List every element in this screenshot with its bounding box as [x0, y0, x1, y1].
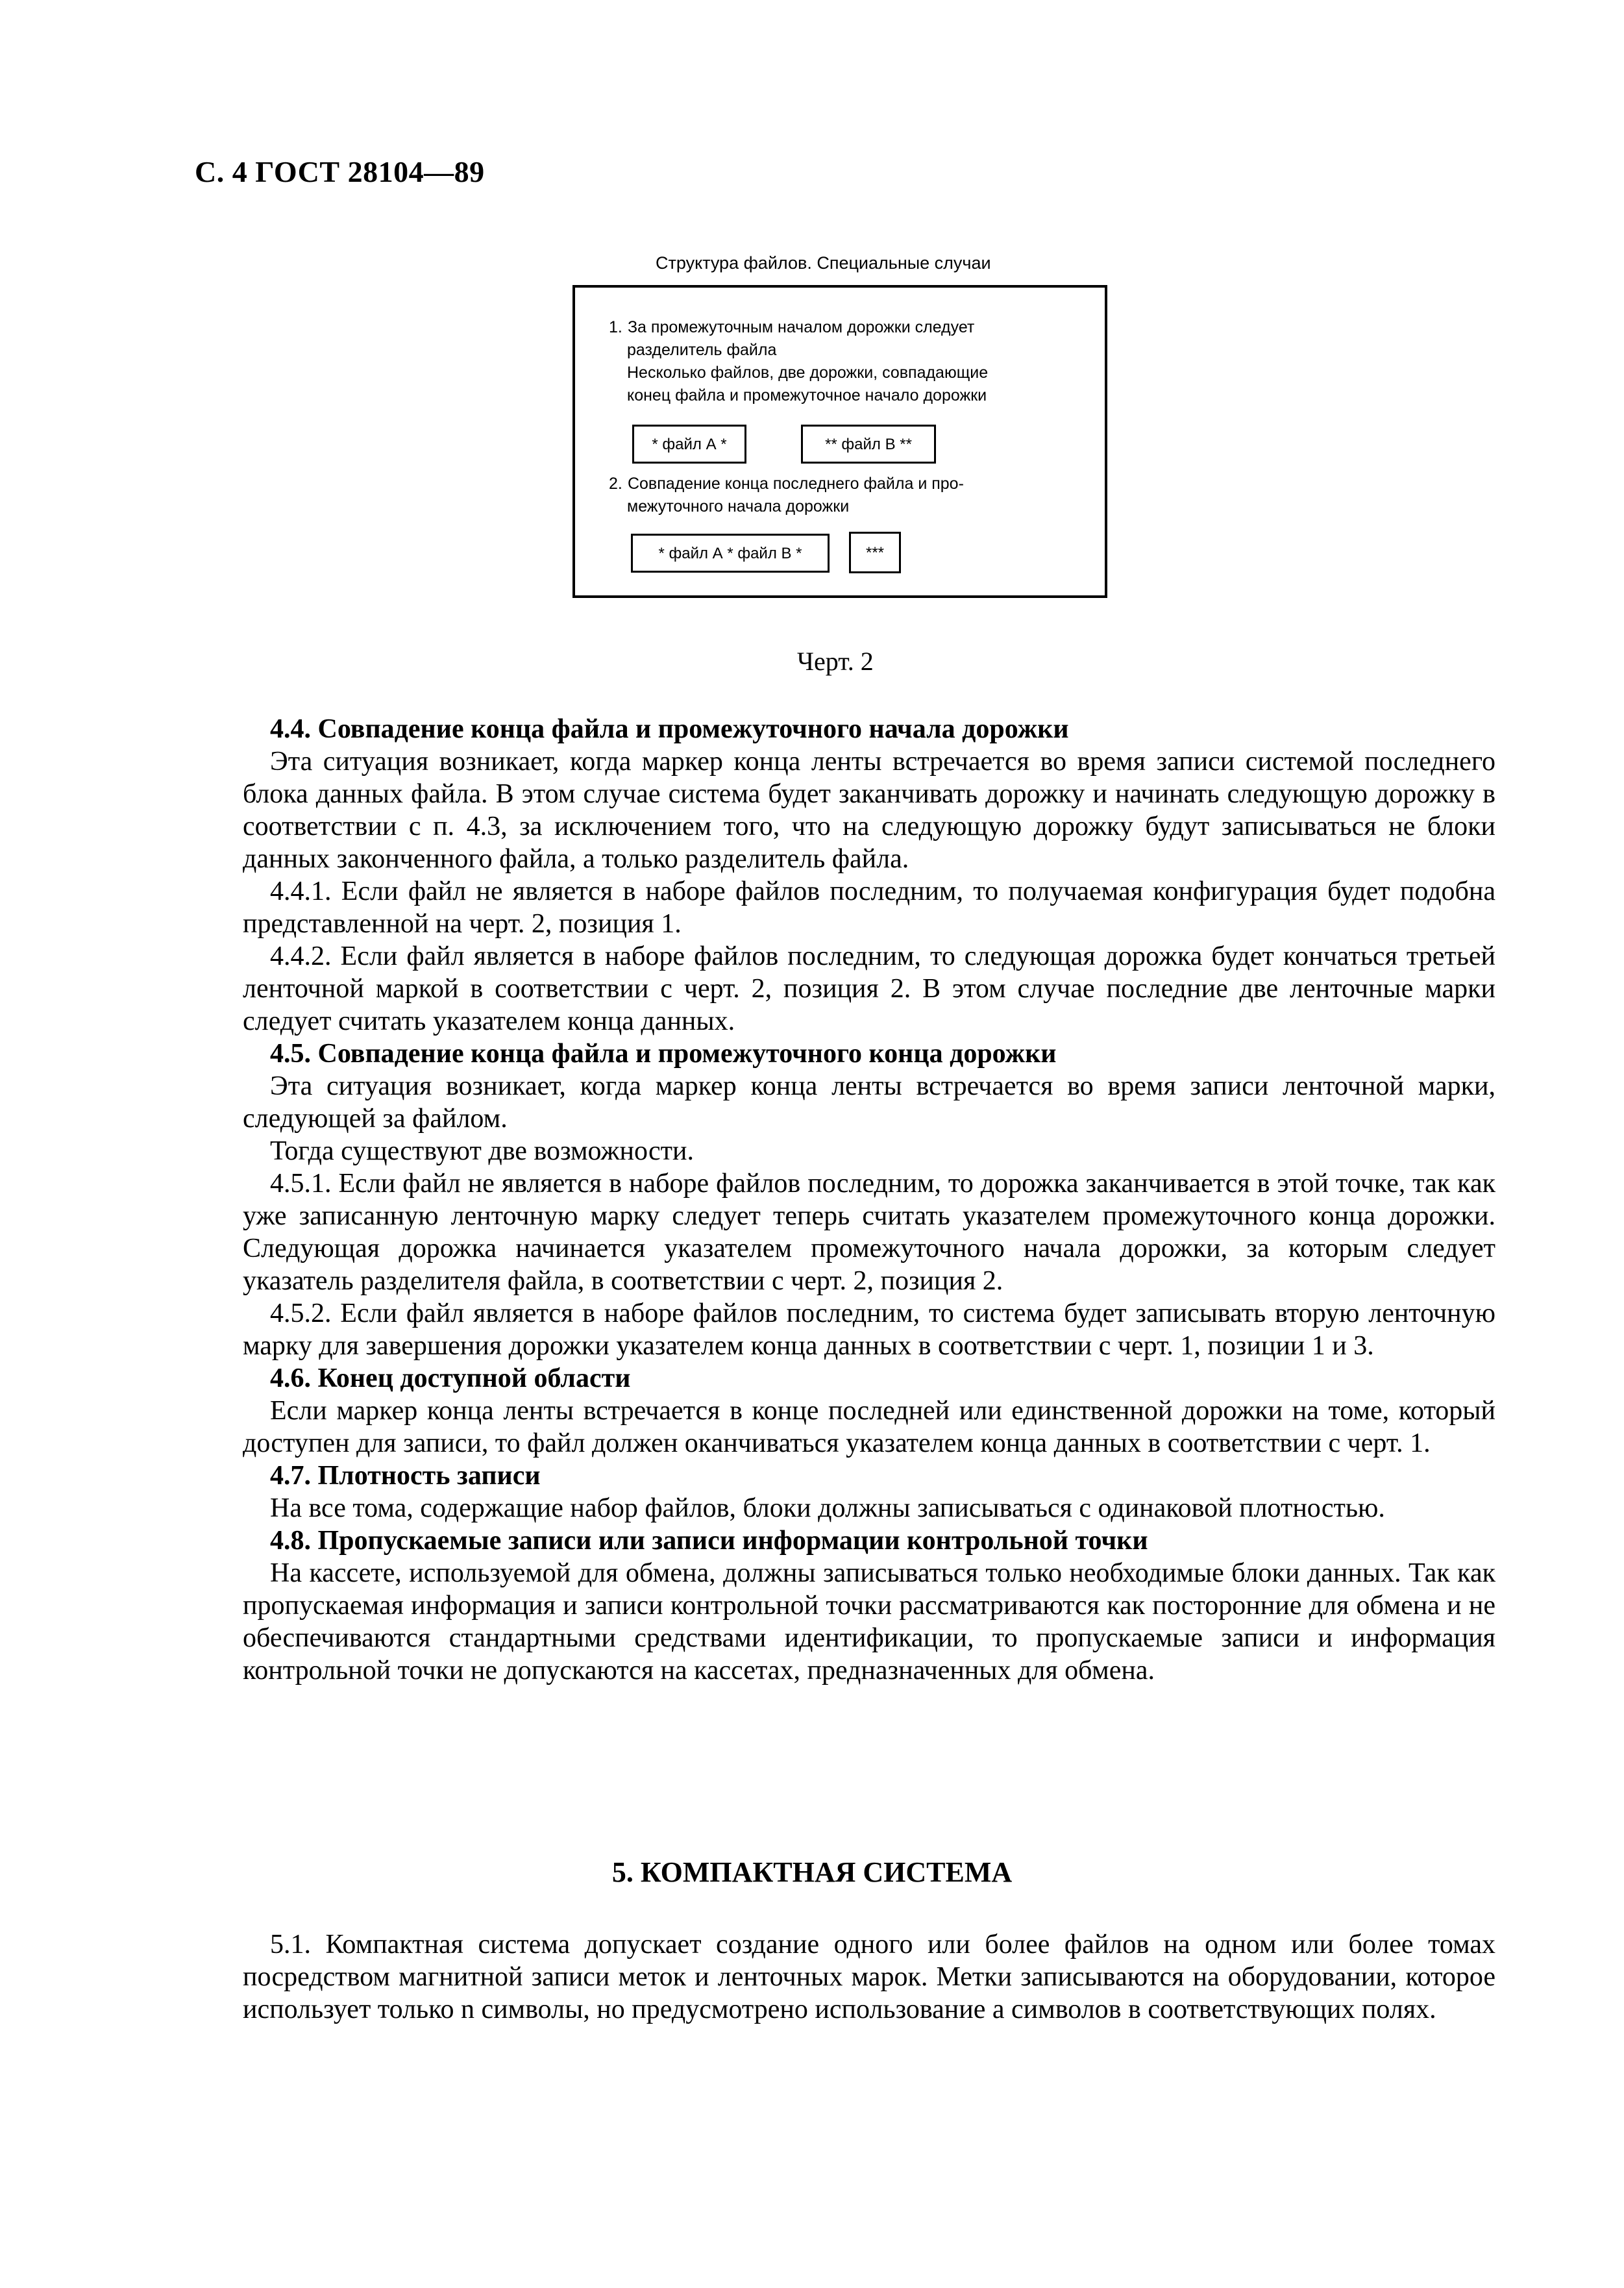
figure-item-1-line3: Несколько файлов, две дорожки, совпадающие [627, 364, 989, 382]
figure-item-2-line1: Совпадение конца последнего файла и про- [627, 475, 964, 493]
figure-item-2 [609, 473, 964, 518]
heading-4-8: 4.8. Пропускаемые записи или записи информации контрольной точки [270, 1526, 1148, 1556]
file-a-box: * файл А * [632, 425, 746, 464]
paragraph-4-5-body: Эта ситуация возникает, когда маркер конца ленты встречается во время записи ленточной марки, следующей за файлом. [243, 1071, 1495, 1134]
paragraph-4-8-body: На кассете, используемой для обмена, должны записываться только необходимые блоки данных. Так как пропускаемая информация и записи контрольной точки рассматриваются как посторонние для обмена и не обеспечиваются стандартными средствами идентификации, то пропускаемые записи и информация контрольной точки не допускаются на кассетах, предназначенных для обмена. [243, 1558, 1495, 1685]
body-text [243, 713, 1495, 1687]
figure-item-1-number: 1. [609, 318, 622, 336]
figure-item-1-line2: разделитель файла [627, 341, 777, 359]
page-header: С. 4 ГОСТ 28104—89 [195, 155, 485, 188]
figure-caption: Структура файлов. Специальные случаи [656, 253, 991, 273]
heading-4-5: 4.5. Совпадение конца файла и промежуточного конца дорожки [270, 1039, 1057, 1069]
paragraph-4-5-1: 4.5.1. Если файл не является в наборе файлов последним, то дорожка заканчивается в этой точке, так как уже записанную ленточную марку следует теперь считать указателем промежуточного конца дорожки. Следующая дорожка начинается указателем промежуточного начала дорожки, за которым следует указатель разделителя файла, в соответствии с черт. 2, позиция 2. [243, 1169, 1495, 1296]
tape-marks-box: *** [849, 532, 901, 573]
paragraph-5-1: 5.1. Компактная система допускает создание одного или более файлов на одном или более томах посредством магнитной записи меток и ленточных марок. Метки записываются на оборудовании, которое использует только n символы, но предусмотрено использование a символов в соответствующих полях. [243, 1930, 1495, 2024]
file-b-box: ** файл В ** [801, 425, 936, 464]
figure-item-2-number: 2. [609, 475, 622, 493]
paragraph-4-4-2: 4.4.2. Если файл является в наборе файлов последним, то следующая дорожка будет кончаться третьей ленточной маркой в соответствии с черт. 2, позиция 2. В этом случае последние две ленточные марки следует считать указателем конца данных. [243, 941, 1495, 1036]
figure-item-1-line4: конец файла и промежуточное начало дорожки [627, 386, 987, 404]
paragraph-4-4-1: 4.4.1. Если файл не является в наборе файлов последним, то получаемая конфигурация будет подобна представленной на черт. 2, позиция 1. [243, 877, 1495, 939]
paragraph-4-5-intro: Тогда существуют две возможности. [270, 1136, 695, 1166]
paragraph-4-6-body: Если маркер конца ленты встречается в конце последней или единственной дорожки на томе, который доступен для записи, то файл должен оканчиваться указателем конца данных в соответствии с черт. 1. [243, 1396, 1495, 1458]
figure-diagram [572, 285, 1107, 598]
heading-4-6: 4.6. Конец доступной области [270, 1363, 631, 1393]
figure-item-1 [609, 316, 988, 407]
figure-item-2-line2: межуточного начала дорожки [627, 497, 850, 516]
heading-4-4: 4.4. Совпадение конца файла и промежуточного начала дорожки [270, 714, 1069, 744]
section-5-title: 5. КОМПАКТНАЯ СИСТЕМА [611, 1856, 1013, 1888]
figure-label: Черт. 2 [797, 647, 874, 676]
paragraph-4-5-2: 4.5.2. Если файл является в наборе файлов последним, то система будет записывать вторую ленточную марку для завершения дорожки указателем конца данных в соответствии с черт. 1, позиции 1 и 3. [243, 1299, 1495, 1361]
paragraph-4-7-body: На все тома, содержащие набор файлов, блоки должны записываться с одинаковой плотностью. [270, 1493, 1385, 1523]
heading-4-7: 4.7. Плотность записи [270, 1461, 541, 1491]
figure-item-1-line1: За промежуточным началом дорожки следует [627, 318, 975, 336]
section-5-body [243, 1928, 1495, 2026]
file-ab-box: * файл А * файл В * [631, 534, 830, 573]
paragraph-4-4-body: Эта ситуация возникает, когда маркер конца ленты встречается во время записи системой последнего блока данных файла. В этом случае система будет заканчивать дорожку и начинать следующую дорожку в соответствии с п. 4.3, за исключением того, что на следующую дорожку будут записываться не блоки данных законченного файла, а только разделитель файла. [243, 747, 1495, 874]
